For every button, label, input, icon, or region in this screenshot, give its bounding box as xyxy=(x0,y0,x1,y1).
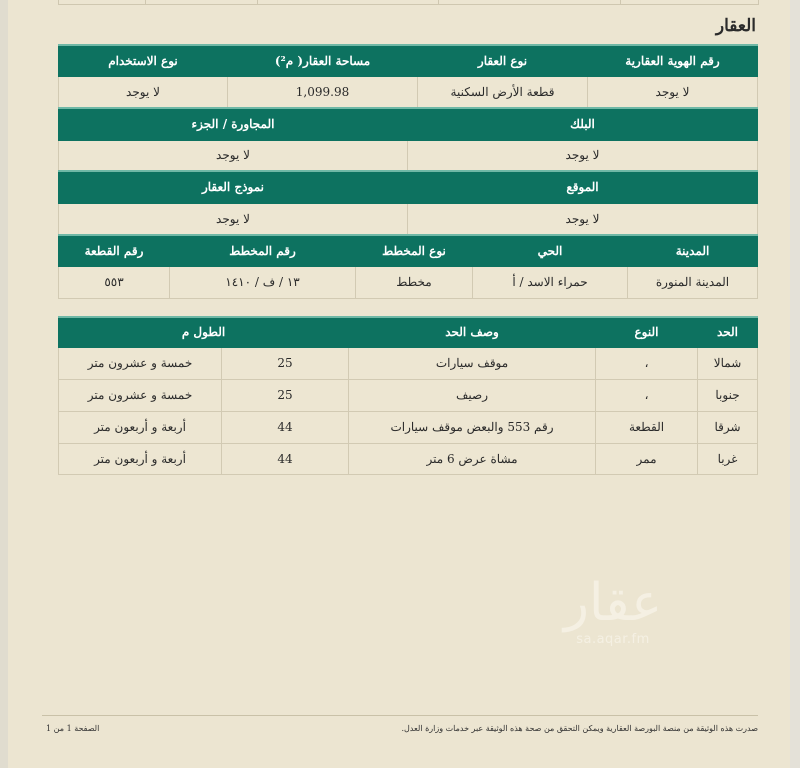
aqar-watermark xyxy=(548,574,678,647)
header-plan-type: نوع المخطط xyxy=(356,235,473,266)
boundary-type: ، xyxy=(596,347,698,379)
boundary-type: ممر xyxy=(596,443,698,474)
property-header-row-1 xyxy=(59,45,758,76)
boundary-length-text: أربعة و أربعون متر xyxy=(59,411,222,443)
property-value-row-3 xyxy=(59,203,758,235)
header-property-model: نموذج العقار xyxy=(59,171,408,203)
header-usage-type: نوع الاستخدام xyxy=(59,45,228,76)
previous-table-fragment xyxy=(58,0,759,5)
value-property-type: قطعة الأرض السكنية xyxy=(418,76,588,108)
header-location: الموقع xyxy=(408,171,758,203)
value-property-id: لا يوجد xyxy=(588,76,758,108)
boundary-side: غربا xyxy=(698,443,758,474)
property-header-row-2 xyxy=(59,108,758,140)
header-property-id: رقم الهوية العقارية xyxy=(588,45,758,76)
header-boundary: الحد xyxy=(698,317,758,347)
header-length: الطول م xyxy=(59,317,349,347)
property-header-row-4 xyxy=(59,235,758,266)
watermark-url: sa.aqar.fm xyxy=(576,632,650,647)
boundary-row-west xyxy=(59,443,758,474)
header-plot-number: رقم القطعة xyxy=(59,235,170,266)
value-plot-number: ٥٥٣ xyxy=(59,266,170,298)
property-value-row-2 xyxy=(59,140,758,171)
value-city: المدينة المنورة xyxy=(628,266,758,298)
boundary-row-east xyxy=(59,411,758,443)
boundary-type: ، xyxy=(596,379,698,411)
boundary-length: 25 xyxy=(222,347,349,379)
left-edge xyxy=(0,0,8,768)
header-neighborhood-part: المجاورة / الجزء xyxy=(59,108,408,140)
section-title: العقار xyxy=(715,16,756,36)
boundary-side: جنوبا xyxy=(698,379,758,411)
footer-note: صدرت هذه الوثيقة من منصة البورصة العقارية ويمكن التحقق من صحة هذه الوثيقة عبر خدمات وزارة العدل. xyxy=(401,724,758,733)
boundary-length: 25 xyxy=(222,379,349,411)
value-location: لا يوجد xyxy=(408,203,758,235)
property-block-table xyxy=(58,107,758,236)
right-edge xyxy=(790,0,800,768)
watermark-logo-text: عقار xyxy=(563,573,663,633)
property-location-table xyxy=(58,234,758,299)
boundary-length-text: خمسة و عشرون متر xyxy=(59,347,222,379)
boundary-length: 44 xyxy=(222,411,349,443)
header-city: المدينة xyxy=(628,235,758,266)
boundary-length: 44 xyxy=(222,443,349,474)
boundaries-table xyxy=(58,316,758,475)
boundary-description: رصيف xyxy=(349,379,596,411)
property-value-row-4 xyxy=(59,266,758,298)
value-block: لا يوجد xyxy=(408,140,758,171)
value-usage-type: لا يوجد xyxy=(59,76,228,108)
boundary-type: القطعة xyxy=(596,411,698,443)
boundary-side: شرقا xyxy=(698,411,758,443)
boundaries-header-row xyxy=(59,317,758,347)
boundary-row-north xyxy=(59,347,758,379)
value-neighborhood-part: لا يوجد xyxy=(59,140,408,171)
header-plan-number: رقم المخطط xyxy=(170,235,356,266)
header-description: وصف الحد xyxy=(349,317,596,347)
header-district: الحي xyxy=(473,235,628,266)
boundary-length-text: أربعة و أربعون متر xyxy=(59,443,222,474)
property-header-row-3 xyxy=(59,171,758,203)
value-property-area: 1,099.98 xyxy=(228,76,418,108)
header-property-area: مساحة العقار( م²) xyxy=(228,45,418,76)
boundary-description: رقم 553 والبعض موقف سيارات xyxy=(349,411,596,443)
value-property-model: لا يوجد xyxy=(59,203,408,235)
property-value-row-1 xyxy=(59,76,758,108)
property-info-table xyxy=(58,44,758,109)
boundary-description: مشاة عرض 6 متر xyxy=(349,443,596,474)
value-district: حمراء الاسد / أ xyxy=(473,266,628,298)
boundary-row-south xyxy=(59,379,758,411)
header-type: النوع xyxy=(596,317,698,347)
boundary-length-text: خمسة و عشرون متر xyxy=(59,379,222,411)
header-property-type: نوع العقار xyxy=(418,45,588,76)
header-block: البلك xyxy=(408,108,758,140)
page-number: الصفحة 1 من 1 xyxy=(46,724,100,733)
value-plan-number: ١٣ / ف / ١٤١٠ xyxy=(170,266,356,298)
value-plan-type: مخطط xyxy=(356,266,473,298)
boundary-description: موقف سيارات xyxy=(349,347,596,379)
footer-divider xyxy=(42,715,758,716)
boundary-side: شمالا xyxy=(698,347,758,379)
